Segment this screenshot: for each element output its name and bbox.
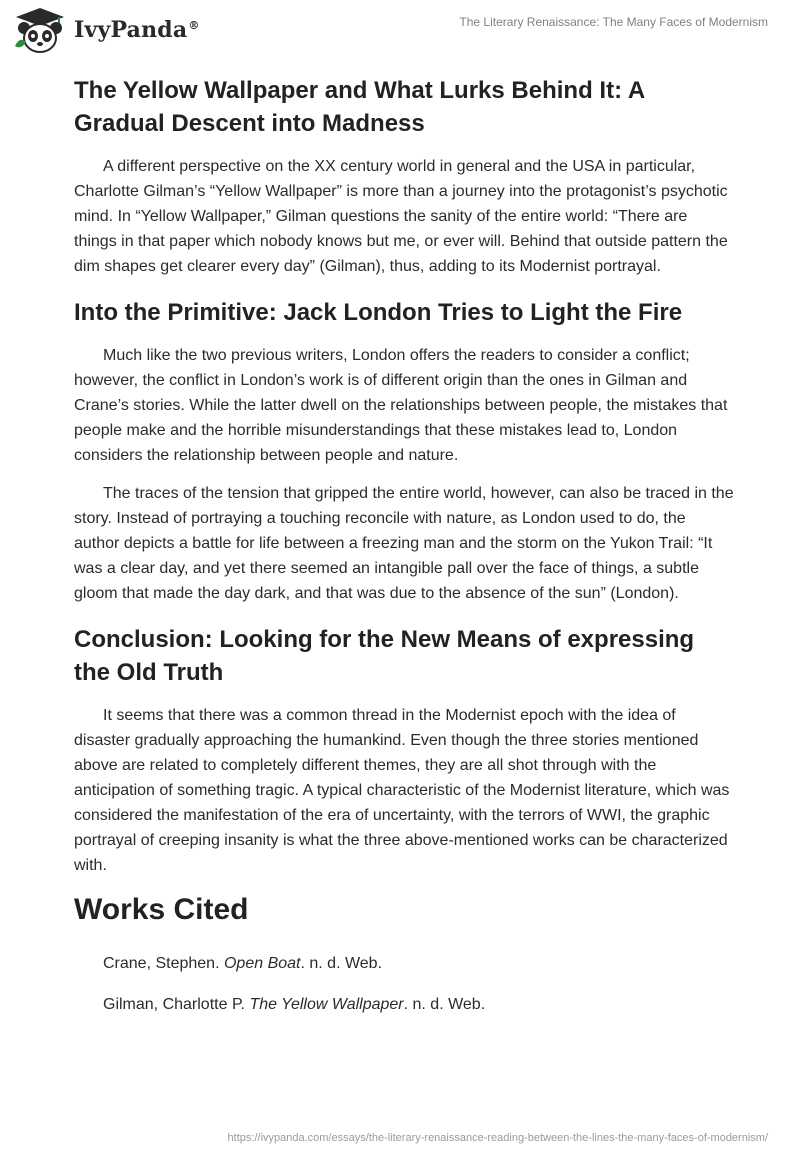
citation-entry: Crane, Stephen. Open Boat. n. d. Web. (103, 955, 383, 972)
logo-wordmark: IvyPanda® (74, 17, 200, 43)
section-heading: The Yellow Wallpaper and What Lurks Behind It: A Gradual Descent into Madness (74, 77, 645, 137)
section-heading: Conclusion: Looking for the New Means of expressing the Old Truth (74, 626, 695, 686)
page-header (0, 0, 800, 62)
paragraph: It seems that there was a common thread in the Modernist epoch with the idea of disaster gradually approaching the humankind. Even though the three stories mentioned above are related to completely different themes, they are all shot through with the anticipation of something tragic. A typical characteristic of the Modernist literature, which was considered the manifestation of the era of uncertainty, with the terrors of WWI, the graphic portrayal of creeping insanity is what the three above-mentioned works can be characterized with. (74, 707, 730, 874)
section-conclusion (74, 623, 734, 878)
citation-entry: Gilman, Charlotte P. The Yellow Wallpaper. n. d. Web. (103, 996, 486, 1013)
section-heading: Into the Primitive: Jack London Tries to Light the Fire (74, 299, 683, 326)
paragraph: Much like the two previous writers, London offers the readers to consider a conflict; however, the conflict in London’s work is of different origin than the ones in Gilman and Crane’s stories. While the latter dwell on the relationships between people, the mistakes that people make and the horrible misunderstandings that these mistakes lead to, London considers the relationship between people and nature. (74, 347, 728, 464)
works-cited-section (74, 891, 734, 1017)
essay-content (74, 74, 734, 1033)
source-url-link[interactable]: https://ivypanda.com/essays/the-literary-renaissance-reading-between-the-lines-the-many-faces-of-modernism/ (227, 1132, 768, 1144)
paragraph: A different perspective on the XX century world in general and the USA in particular, Charlotte Gilman’s “Yellow Wallpaper” is more than a journey into the protagonist’s psychotic mind. In “Yellow Wallpaper,” Gilman questions the sanity of the entire world: “There are things in that paper which nobody knows but me, or ever will. Behind that outside pattern the dim shapes get clearer every day” (Gilman), thus, adding to its Modernist portrayal. (74, 158, 728, 275)
ivypanda-logo[interactable] (12, 6, 200, 54)
paragraph: The traces of the tension that gripped the entire world, however, can also be traced in the story. Instead of portraying a touching reconcile with nature, as London used to do, the author depicts a battle for life between a freezing man and the storm on the Yukon Trail: “It was a clear day, and yet there seemed an intangible pall over the face of things, a subtle gloom that made the day dark, and that was due to the absence of the sun” (London). (74, 485, 734, 602)
works-cited-heading: Works Cited (74, 893, 249, 926)
section-jack-london (74, 296, 734, 606)
section-yellow-wallpaper (74, 74, 734, 279)
running-title: The Literary Renaissance: The Many Faces of Modernism (459, 15, 768, 29)
panda-graduate-icon (12, 6, 68, 54)
